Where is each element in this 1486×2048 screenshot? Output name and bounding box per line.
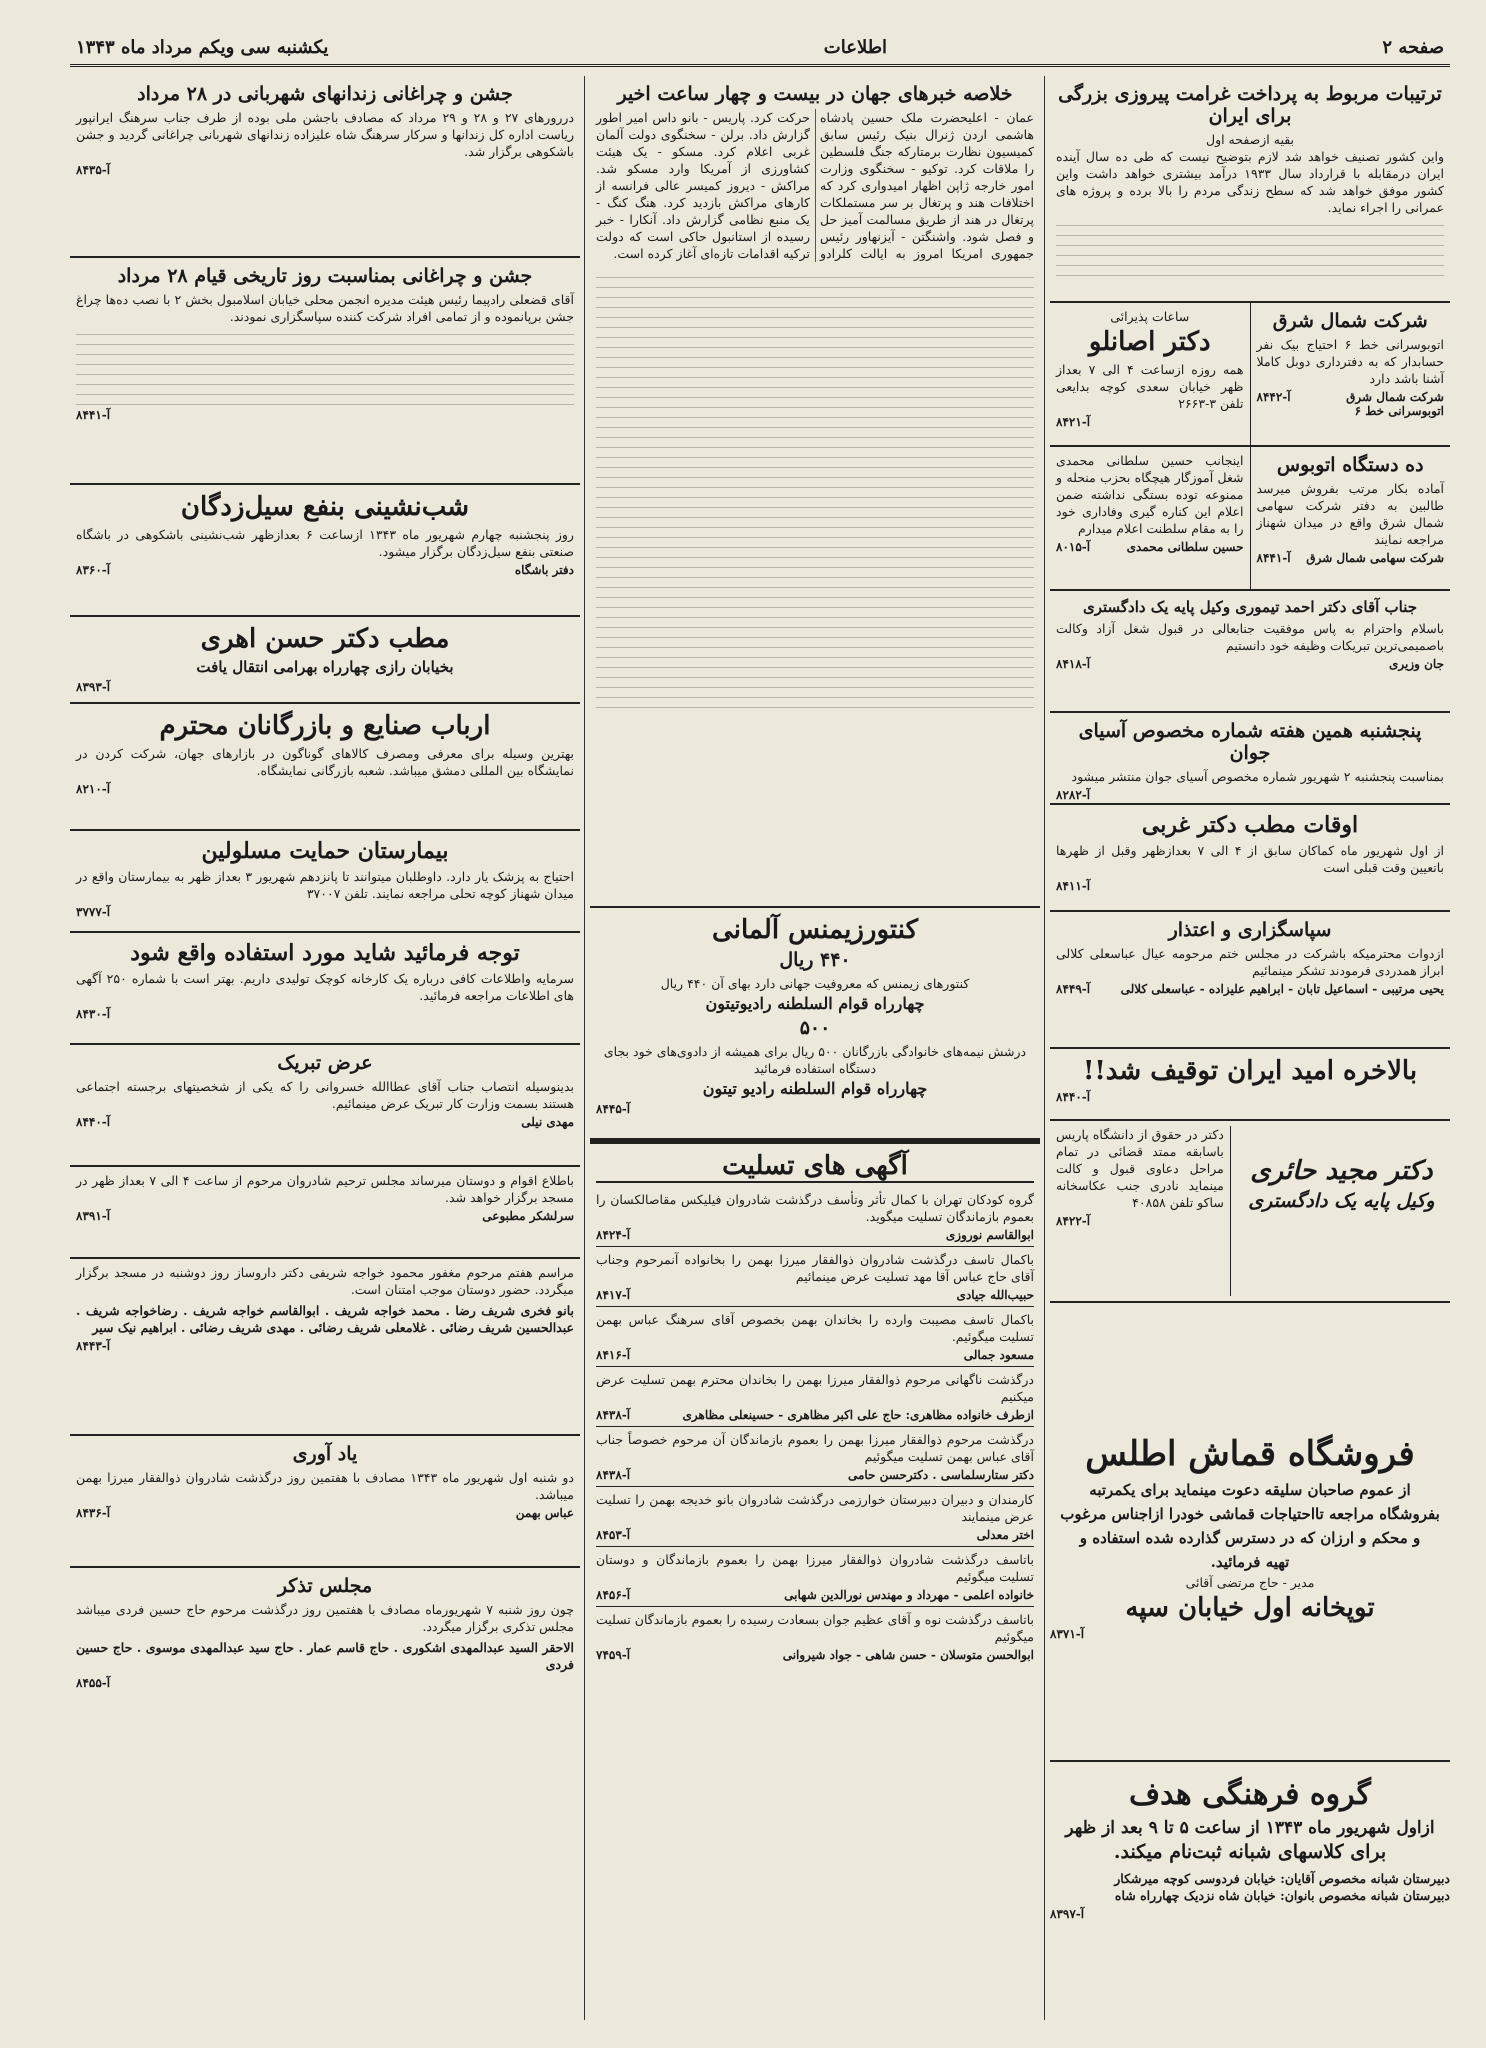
ad-atlas <box>1050 1430 1450 1762</box>
cel2-title: جشن و چراغانی بمناسبت روز تاریخی قیام ۲۸ مرداد <box>117 265 533 287</box>
yad-text: دو شنبه اول شهریور ماه ۱۳۴۳ مصادف با هفتمین روز درگذشت شادروان ذوالفقار میرزا بهمن میباشد. <box>76 1470 574 1502</box>
cel1-title: جشن و چراغانی زندانهای شهربانی در ۲۸ مرداد <box>137 83 513 105</box>
condol-2-sig: حبیب‌الله جیادی <box>956 1288 1034 1302</box>
celebration-2 <box>70 258 580 485</box>
ad-bus <box>1251 447 1451 589</box>
ad-yad <box>70 1436 580 1568</box>
shab-title: شب‌نشینی بنفع سیل‌زدگان <box>180 492 470 522</box>
ad-shab <box>70 485 580 617</box>
thanks-text: ازدوات محترمیکه باشرکت در مجلس ختم مرحومه عیال عباسعلی کلالی ابراز همدردی فرمودند تشکر مینمائیم <box>1056 946 1444 978</box>
bim-title: بیمارستان حمایت مسلولین <box>201 838 449 864</box>
tabrik-title: عرض تبریک <box>277 1052 373 1074</box>
tabrik-sig: مهدی نیلی <box>521 1115 574 1129</box>
bus-code: آ-۸۴۴۱ <box>1256 551 1291 565</box>
condol-7-text: باتاسف درگذشت شادروان ذوالفقار میرزا بهمن را بعموم بازماندگان و دوستان تسلیت میگوئیم <box>596 1552 1034 1584</box>
ad-soltani <box>1050 447 1250 589</box>
vakil-code: آ-۸۴۱۸ <box>1056 657 1091 671</box>
world-news <box>590 76 1040 908</box>
bus-sig: شرکت سهامی شمال شرق <box>1306 551 1444 565</box>
shomal-title: شرکت شمال شرق <box>1272 310 1428 332</box>
siemens-addr: چهارراه قوام السلطنه رادیوتیتون <box>705 994 925 1013</box>
ad-siemens <box>590 908 1040 1144</box>
ad-thursday <box>1050 713 1450 805</box>
atlas-line2: بفروشگاه مراجعه تااحتیاجات قماشی خودرا ازاجناس مرغوب <box>1060 1505 1440 1523</box>
hadaf-code: آ-۸۳۹۷ <box>1050 1907 1085 1921</box>
condol-3-sig: مسعود جمالی <box>963 1348 1034 1362</box>
cel1-text: دررورهای ۲۷ و ۲۸ و ۲۹ مرداد که مصادف باجشن ملی بوده از طرف جناب سرهنگ ایرانپور ریاست اداره کل زندانها و سرکار سرهنگ شاه علیزاده زندانهای شهربانی چراغانی گردید و جشن باشکوهی برگزار شد. <box>76 110 575 159</box>
right-column <box>1050 76 1450 1426</box>
ad-dr-asanlu <box>1050 303 1250 447</box>
ad-arbab <box>70 704 580 831</box>
thursday-title: پنجشنبه همین هفته شماره مخصوص آسیای جوان <box>1078 720 1422 764</box>
condol-4-text: درگذشت ناگهانی مرحوم ذوالفقار میرزا بهمن را بخاندان محترم بهمن تسلیت عرض میکنیم <box>596 1372 1034 1404</box>
masthead <box>70 30 1450 67</box>
etela-text: باطلاع اقوام و دوستان میرساند مجلس ترحیم شادروان مرحوم از ساعت ۴ الی ۷ بعداز ظهر در مسجد برگزار خواهد شد. <box>76 1173 574 1205</box>
siemens-title: کنتورزیمنس آلمانی <box>712 915 918 945</box>
column-rule <box>584 76 585 2020</box>
shab-code: آ-۸۳۶۰ <box>76 563 111 577</box>
majles-sig: الاحقر السید عبدالمهدی اشکوری . حاج قاسم عمار . حاج سید عبدالمهدی موسوی . حاج حسین فردی <box>76 1640 574 1672</box>
haeri-code: آ-۸۴۲۲ <box>1056 1214 1091 1228</box>
condol-8-code: آ-۷۴۵۹ <box>596 1648 631 1662</box>
news-text: عمان - اعلیحضرت ملک حسین پادشاه هاشمی اردن ژنرال بنیک رئیس سابق کمیسیون نظارت برمتارکه جنگ فلسطین را ملاقات کرد. توکیو - سخنگوی وزارت امور خارجه ژاپن اظهار امیدواری کرد که اختلافات هند و پرتغال بر سر مستملکات پرتغال در هند از طریق مسالمت آمیز حل و فصل شود. واشنگتن - آیزنهاور رئیس جمهوری امریکا امروز به ایالت کلرادو حرکت کرد. پاریس - بانو داس امیر اطور گزارش داد. برلن - سخنگوی دولت آلمان غربی اعلام کرد. مسکو - یک هیئت کشاورزی از آمریکا وارد مسکو شد. مراکش - دیروز کمیسر عالی فرانسه از کارهای مراکش بازدید کرد. هنگ کنگ - یک منبع نظامی گزارش داد. آنکارا - خبر رسیده از استانبول حاکی است که دولت ترکیه اقدامات تازه‌ای آغاز کرده است. <box>596 110 1034 261</box>
condol-6-text: کارمندان و دبیران دبیرستان خوارزمی درگذشت شادروان بانو خدیجه بهمن را تسلیت عرض مینمایند <box>596 1492 1034 1524</box>
thursday-text: بمناسبت پنجشنبه ۲ شهریور شماره مخصوص آسیای جوان منتشر میشود <box>1071 769 1444 784</box>
shomal-code: آ-۸۴۴۲ <box>1256 390 1291 404</box>
arbab-code: آ-۸۲۱۰ <box>76 782 111 796</box>
condol-5-text: درگذشت مرحوم ذوالفقار میرزا بهمن را بعموم بازماندگان آن مرحوم خصوصاً جناب آقای عباس بهمن تسلیت میگوئیم <box>596 1432 1034 1464</box>
condol-2-code: آ-۸۴۱۷ <box>596 1288 631 1302</box>
atlas-address: توپخانه اول خیابان سپه <box>1125 1593 1375 1623</box>
vakil-sig: جان وزیری <box>1388 657 1444 671</box>
ad-etela <box>70 1167 580 1259</box>
omid-title: بالاخره امید ایران توقیف شد!! <box>1082 1056 1418 1086</box>
condol-6-sig: اختر معدلی <box>976 1528 1034 1542</box>
hadaf-addr1: دبیرستان شبانه مخصوص آقایان: خیابان فردوسی کوچه میرشکار <box>1114 1871 1450 1886</box>
cel2-text: آقای قضعلی رادپیما رئیس هیئت مدیره انجمن محلی خیابان اسلامبول بخش ۲ با نصب ده‌ها چراغ جشن برپانموده و از تمامی افراد شرکت کننده سپاسگزاری نمودند. <box>76 292 574 324</box>
atlas-line1: از عموم صاحبان سلیقه دعوت مینماید برای یکمرتبه <box>1089 1481 1411 1499</box>
yad-code: آ-۸۴۳۶ <box>76 1506 111 1520</box>
dr-sub: ساعات پذیرائی <box>1110 309 1190 324</box>
arbab-text: بهترین وسیله برای معرفی ومصرف کالاهای گوناگون در بازارهای جهان، شرکت کردن در نمایشگاه بین المللی دمشق میباشد. شعبه بازرگانی نمایشگاه. <box>76 746 574 778</box>
condol-1-code: آ-۸۴۲۴ <box>596 1228 631 1242</box>
bim-text: احتیاج به پزشک یار دارد. داوطلبان میتوانند تا پانزدهم شهریور ۳ بعداز ظهر به بیمارستان واقع در میدان شهناز کوچه تحلی مراجعه نمایند. تلفن ۳۷۰۰۷ <box>76 869 574 901</box>
arbab-title: ارباب صنایع و بازرگانان محترم <box>159 711 491 741</box>
condol-5-sig: دکتر ستارسلماسی . دکترحسن حامی <box>847 1468 1034 1482</box>
haeri-name: دکتر مجید حائری <box>1250 1156 1433 1186</box>
ad-vakil <box>1050 591 1450 713</box>
tabrik-text: بدینوسیله انتصاب جناب آقای عطاالله خسروانی را که یکی از شخصیتهای برجسته اجتماعی هستند بسمت وزارت کار تبریک عرض مینمائیم. <box>76 1079 574 1111</box>
issue-date: یکشنبه سی ویکم مرداد ماه ۱۳۴۳ <box>76 36 329 58</box>
marasem-text: مراسم هفتم مرحوم مغفور محمود خواجه شریفی دکتر داروساز روز دوشنبه در مسجد برگزار میگردد. حضور دوستان موجب امتنان است. <box>76 1265 574 1297</box>
bus-title: ده دستگاه اتوبوس <box>1276 454 1424 476</box>
shomal-sig: شرکت شمال شرق اتوبوسرانی خط ۶ <box>1346 390 1444 418</box>
condol-4-code: آ-۸۴۳۸ <box>596 1408 631 1422</box>
siemens-code: آ-۸۴۴۵ <box>596 1102 631 1116</box>
paper-name: اطلاعات <box>823 36 888 58</box>
tavajoh-title: توجه فرمائید شاید مورد استفاده واقع شود <box>130 940 520 966</box>
tavajoh-code: آ-۸۴۳۰ <box>76 1007 111 1021</box>
thursday-code: آ-۸۲۸۲ <box>1056 788 1091 802</box>
hadaf-addr2: دبیرستان شبانه مخصوص بانوان: خیابان شاه نزدیک چهارراه شاه <box>1114 1888 1450 1903</box>
gharbi-title: اوقات مطب دکتر غربی <box>1141 812 1359 838</box>
ahri-text: بخیابان رازی چهارراه بهرامی انتقال یافت <box>196 658 454 676</box>
tavajoh-text: سرمایه واطلاعات کافی درباره یک کارخانه کوچک تولیدی داریم. بهتر است با شماره ۲۵۰ آگهی های اطلاعات مراجعه فرمائید. <box>76 971 575 1003</box>
newspaper-page <box>70 30 1450 2020</box>
condol-7-sig: خانواده اعلمی - مهرداد و مهندس نورالدین شهابی <box>784 1588 1034 1602</box>
column-rule <box>1044 76 1045 2020</box>
soltani-sig: حسین سلطانی محمدی <box>1126 540 1244 554</box>
atlas-line4: تهیه فرمائید. <box>1210 1553 1290 1571</box>
tabrik-code: آ-۸۴۴۰ <box>76 1115 111 1129</box>
siemens-price2: ۵۰۰ <box>799 1017 831 1039</box>
soltani-code: آ-۸۰۱۵ <box>1056 540 1091 554</box>
omid-code: آ-۸۴۴۰ <box>1056 1090 1091 1104</box>
thanks-title: سپاسگزاری و اعتذار <box>1168 919 1332 941</box>
ad-haeri <box>1050 1121 1450 1303</box>
siemens-price: ۴۴۰ ریال <box>779 949 851 971</box>
condol-2-text: باکمال تاسف درگذشت شادروان ذوالفقار میرزا بهمن را بخانواده آنمرحوم وجناب آقای حاج عباس آقا مهد تسلیت عرض مینمائیم <box>596 1252 1034 1284</box>
yad-title: یاد آوری <box>292 1443 358 1465</box>
condol-title: آگهی های تسلیت <box>596 1151 1034 1183</box>
ad-gharbi <box>1050 805 1450 912</box>
marasem-code: آ-۸۴۴۳ <box>76 1339 111 1353</box>
vakil-title: جناب آقای دکتر احمد تیموری وکیل پایه یک دادگستری <box>1082 598 1418 616</box>
atlas-manager: مدیر - حاج مرتضی آقائی <box>1185 1575 1315 1590</box>
majles-code: آ-۸۴۵۵ <box>76 1676 111 1690</box>
atlas-title: فروشگاه قماش اطلس <box>1085 1434 1415 1474</box>
ad-thanks <box>1050 912 1450 1049</box>
atlas-code: آ-۸۳۷۱ <box>1050 1627 1085 1641</box>
condol-5-code: آ-۸۴۳۸ <box>596 1468 631 1482</box>
thanks-sig: یحیی مرتیبی - اسماعیل تابان - ابراهیم علیزاده - عباسعلی کلالی <box>1120 982 1444 996</box>
news-title: خلاصه خبرهای جهان در بیست و چهار ساعت اخیر <box>617 83 1013 105</box>
cel2-code: آ-۸۴۴۱ <box>76 408 111 422</box>
siemens-addr2: چهارراه قوام السلطنه رادیو تیتون <box>702 1079 928 1098</box>
condol-8-sig: ابوالحسن متوسلان - حسن شاهی - جواد شیروانی <box>782 1648 1034 1662</box>
condol-3-code: آ-۸۴۱۶ <box>596 1348 631 1362</box>
condol-4-sig: ازطرف خانواده مظاهری: حاج علی اکبر مظاهری - حسینعلی مظاهری <box>682 1408 1034 1422</box>
ad-bimarestan <box>70 831 580 933</box>
soltani-text: اینجانب حسین سلطانی محمدی شغل آموزگار هیچگاه بحزب منحله و ممنوعه توده بستگی نداشته ضمن اعلام این کناره گیری وفاداری خود را به مقام سلطنت اعلام میدارم <box>1056 453 1244 536</box>
shab-sig: دفتر باشگاه <box>514 563 574 577</box>
condol-7-code: آ-۸۴۵۶ <box>596 1588 631 1602</box>
bus-text: آماده بکار مرتب بفروش میرسد طالبین به دفتر شرکت سهامی شمال شرق واقع در میدان شهناز مراجعه نمایند <box>1256 481 1444 547</box>
ad-majles <box>70 1568 580 1758</box>
celebration-1 <box>70 76 580 258</box>
hadaf-line1: ازاول شهریور ماه ۱۳۴۳ از ساعت ۵ تا ۹ بعد از ظهر <box>1065 1818 1435 1838</box>
ad-ahri <box>70 617 580 704</box>
majles-title: مجلس تذکر <box>277 1575 373 1597</box>
atlas-line3: و محکم و ارزان که در دسترس گذارده شده استفاده و <box>1079 1529 1421 1547</box>
page-number: صفحه ۲ <box>1382 36 1444 58</box>
dr-title: دکتر اصانلو <box>1088 327 1211 357</box>
cel1-code: آ-۸۴۳۵ <box>76 163 111 177</box>
haeri-text: دکتر در حقوق از دانشگاه پاریس باسابقه ممتد قضائی در تمام مراحل دعاوی قبول و کالت مینماید نادری جنب عکاسخانه ساکو تلفن ۴۰۸۵۸ <box>1056 1127 1224 1210</box>
lead-text: واین کشور تصنیف خواهد شد لازم بتوضیح نیست که طی ده سال آینده ایران درمقابله با قرارداد سال ۱۹۳۳ درآمد بیشتری خواهد داشت واین کشور موفق خواهد شد که سطح زندگی مردم را بالا برده و پروژه های عمرانی را اجراء نماید. <box>1056 149 1444 215</box>
etela-code: آ-۸۳۹۱ <box>76 1209 111 1223</box>
vakil-text: باسلام واحترام به پاس موفقیت جنابعالی در قبول شغل آزاد وکالت باصمیمی‌ترین تبریکات وظیفه خود دانستیم <box>1056 621 1444 653</box>
dr-text: همه روزه ازساعت ۴ الی ۷ بعداز ظهر خیابان سعدی کوچه بدایعی تلفن ۳-۲۶۶۳ <box>1056 362 1244 411</box>
middle-column <box>590 76 1040 2016</box>
condol-1-text: گروه کودکان تهران با کمال تأثر وتأسف درگذشت شادروان فیلیکس مقاصالکسان را بعموم بازماندگان تسلیت میگوید. <box>596 1192 1034 1224</box>
gharbi-text: از اول شهریور ماه کماکان سابق از ۴ الی ۷ بعدازظهر وقبل از ظهرها باتعیین وقت قبلی است <box>1056 843 1444 875</box>
lead-article <box>1050 76 1450 303</box>
haeri-role: وکیل پایه یک دادگستری <box>1248 1190 1435 1212</box>
condol-1-sig: ابوالقاسم نوروزی <box>945 1228 1034 1242</box>
bim-code: آ-۳۷۷۷ <box>76 905 111 919</box>
marasem-sig: بانو فخری شریف رضا . محمد خواجه شریف . ابوالقاسم خواجه شریف . رضاخواجه شریف . عبدالحسین شریف رضائی . غلامعلی شریف رضائی . مهدی شریف رضائی . ابراهیم نیک سیر <box>76 1303 574 1335</box>
condol-3-text: باکمال تاسف مصیبت وارده را بخاندان بهمن بخصوص آقای سرهنگ عباس بهمن تسلیت میگوئیم. <box>596 1312 1034 1344</box>
dr-code: آ-۸۴۲۱ <box>1056 415 1091 429</box>
siemens-text2: درشش نیمه‌های خانوادگی بازرگانان ۵۰۰ ریال برای همیشه از دادوی‌های خود بجای دستگاه استفاده فرمائید <box>603 1044 1027 1076</box>
ahri-code: آ-۸۳۹۳ <box>76 680 111 694</box>
ad-tabrik <box>70 1045 580 1167</box>
condolences <box>590 1144 1040 2014</box>
yad-sig: عباس بهمن <box>515 1506 574 1520</box>
shomal-text: اتوبوسرانی خط ۶ احتیاج بیک نفر حسابدار که به دفترداری دوبل کاملا آشنا باشد دارد <box>1256 337 1444 386</box>
condol-6-code: آ-۸۴۵۳ <box>596 1528 631 1542</box>
etela-sig: سرلشکر مطبوعی <box>482 1209 574 1223</box>
lead-title: ترتیبات مربوط به پرداخت غرامت پیروزی بزرگی برای ایران <box>1058 83 1442 127</box>
shab-text: روز پنجشنبه چهارم شهریور ماه ۱۳۴۳ ازساعت ۶ بعدازظهر شب‌نشینی باشکوهی در باشگاه صنعتی بنفع سیل‌زدگان برگزار میشود. <box>76 527 574 559</box>
left-column <box>70 76 580 2016</box>
thanks-code: آ-۸۴۴۹ <box>1056 982 1091 996</box>
ad-tavajoh <box>70 933 580 1045</box>
ad-omid <box>1050 1049 1450 1121</box>
hadaf-line2: برای کلاسهای شبانه ثبت‌نام میکند. <box>1113 1841 1387 1863</box>
ahri-title: مطب دکتر حسن اهری <box>200 624 450 654</box>
ad-hadaf <box>1050 1775 1450 2005</box>
gharbi-code: آ-۸۴۱۱ <box>1056 879 1091 893</box>
majles-text: چون روز شنبه ۷ شهریورماه مصادف با هفتمین روز درگذشت مرحوم حاج حسین فردی میباشد مجلس تذکری برگزار میگردد. <box>76 1602 574 1634</box>
hadaf-title: گروه فرهنگی هدف <box>1129 1777 1371 1812</box>
siemens-text: کنتورهای زیمنس که معروفیت جهانی دارد بهای آن ۴۴۰ ریال <box>660 976 970 991</box>
condol-8-text: باتاسف درگذشت نوه و آقای عظیم جوان بسعادت رسیده را بعموم بازماندگان تسلیت میگوئیم <box>596 1612 1034 1644</box>
ad-marasem <box>70 1259 580 1436</box>
ad-shomal <box>1251 303 1451 447</box>
lead-subtitle: بقیه ازصفحه اول <box>1205 132 1295 147</box>
